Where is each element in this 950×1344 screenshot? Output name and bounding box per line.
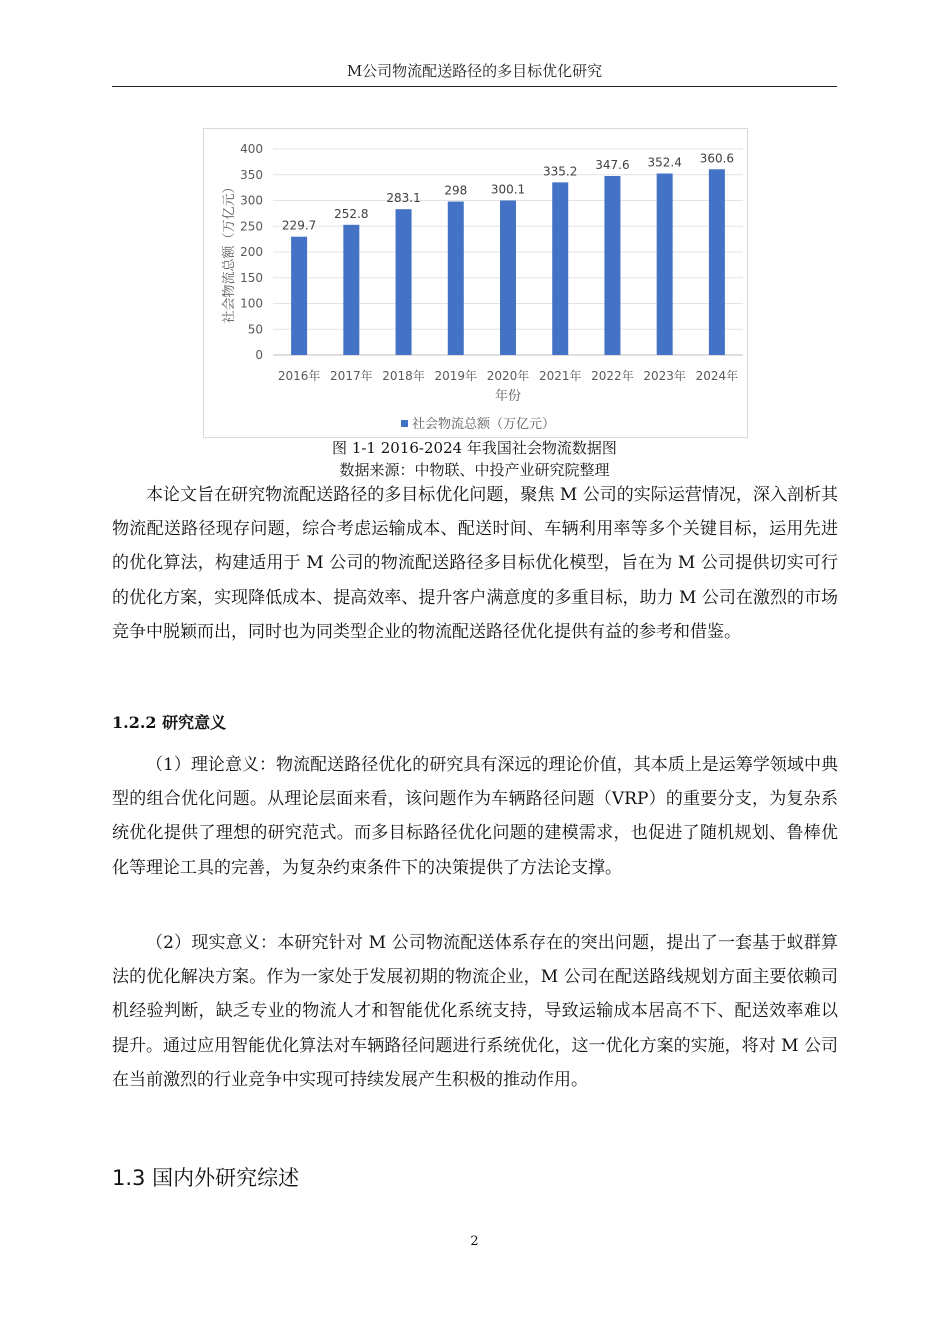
bar <box>396 209 412 355</box>
y-tick-label: 200 <box>240 245 263 259</box>
x-tick-label: 2019年 <box>434 369 478 383</box>
data-label: 360.6 <box>699 151 735 166</box>
y-tick-label: 0 <box>255 348 263 362</box>
data-label: 335.2 <box>543 164 578 179</box>
x-tick-label: 2023年 <box>643 369 686 383</box>
data-label: 229.7 <box>281 218 317 233</box>
x-tick-label: 2017年 <box>330 369 373 383</box>
section-heading-1-3: 1.3 国内外研究综述 <box>112 1166 300 1190</box>
bar <box>709 169 725 355</box>
y-tick-label: 50 <box>247 322 263 337</box>
page-number: 2 <box>470 1234 479 1249</box>
data-label: 300.1 <box>490 182 526 197</box>
bar <box>500 200 516 355</box>
y-tick-label: 150 <box>240 270 263 285</box>
section-heading-1-2-2: 1.2.2 研究意义 <box>112 713 227 732</box>
x-tick-label: 2021年 <box>538 369 582 383</box>
bar <box>552 182 568 355</box>
x-tick-label: 2024年 <box>695 369 739 383</box>
y-tick-label: 100 <box>240 296 263 311</box>
bar <box>448 202 464 355</box>
intro-paragraph: 本论文旨在研究物流配送路径的多目标优化问题，聚焦 M 公司的实际运营情况，深入剖析其物流配送路径现存问题，综合考虑运输成本、配送时间、车辆利用率等多个关键目标，运用先进的优化算法，构建适用于 M 公司的物流配送路径多目标优化模型，旨在为 M 公司提供切实可行的优化方案，实现降低成本、提高效率、提升客户满意度的多重目标，助力 M 公司在激烈的市场竞争中脱颖而出，同时也为同类型企业的物流配送路径优化提供有益的参考和借鉴。 <box>112 485 838 642</box>
bar <box>343 225 359 355</box>
y-tick-label: 300 <box>240 193 263 208</box>
x-tick-label: 2018年 <box>382 369 425 383</box>
legend-swatch <box>401 420 408 427</box>
bar <box>604 176 620 355</box>
header-rule <box>112 86 837 87</box>
data-label: 352.4 <box>647 155 682 170</box>
bar <box>291 237 307 355</box>
y-tick-label: 350 <box>240 167 263 182</box>
theory-paragraph: （1）理论意义：物流配送路径优化的研究具有深远的理论价值，其本质上是运筹学领域中典型的组合优化问题。从理论层面来看，该问题作为车辆路径问题（VRP）的重要分支，为复杂系统优化提供了理想的研究范式。而多目标路径优化问题的建模需求，也促进了随机规划、鲁棒优化等理论工具的完善，为复杂约束条件下的决策提供了方法论支撑。 <box>112 755 838 878</box>
data-label: 252.8 <box>334 206 369 221</box>
bar-chart <box>203 128 748 438</box>
legend-label: 社会物流总额（万亿元） <box>412 417 556 432</box>
practice-paragraph: （2）现实意义：本研究针对 M 公司物流配送体系存在的突出问题，提出了一套基于蚁群算法的优化解决方案。作为一家处于发展初期的物流企业，M 公司在配送路线规划方面主要依赖司机经验判断，缺乏专业的物流人才和智能优化系统支持，导致运输成本居高不下、配送效率难以提升。通过应用智能优化算法对车辆路径问题进行系统优化，这一优化方案的实施，将对 M 公司在当前激烈的行业竞争中实现可持续发展产生积极的推动作用。 <box>112 933 838 1090</box>
x-axis-title: 年份 <box>494 389 522 404</box>
data-label: 298 <box>444 183 468 198</box>
y-axis-title: 社会物流总额（万亿元） <box>222 180 237 324</box>
page-header: M公司物流配送路径的多目标优化研究 <box>346 62 603 80</box>
y-tick-label: 400 <box>240 142 263 156</box>
x-tick-label: 2020年 <box>486 369 530 383</box>
x-tick-label: 2022年 <box>591 369 634 383</box>
y-tick-label: 250 <box>240 219 263 234</box>
figure-caption: 图 1-1 2016-2024 年我国社会物流数据图 <box>332 439 617 457</box>
data-label: 283.1 <box>386 191 421 206</box>
x-tick-label: 2016年 <box>277 369 321 383</box>
figure-source: 数据来源：中物联、中投产业研究院整理 <box>339 461 610 479</box>
bar <box>657 174 673 355</box>
data-label: 347.6 <box>595 157 630 172</box>
